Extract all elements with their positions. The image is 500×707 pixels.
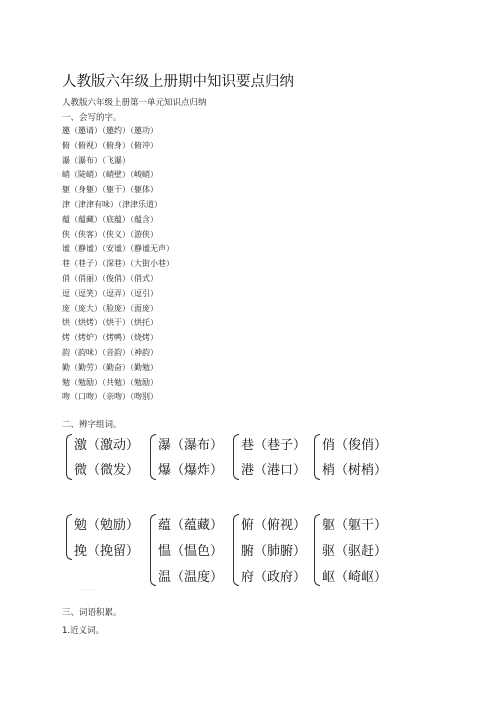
brace (233, 434, 239, 480)
list-item: 谧（静谧）（安谧）（静谧无声） (62, 244, 174, 254)
pair-word: 港（港口） (241, 463, 307, 478)
list-item: 逗（逗笑）（逗弄）（逗引） (62, 288, 158, 298)
pair-word: 激（激动） (74, 438, 140, 453)
list-item: 俏（俏丽）（俊俏）（俏式） (62, 273, 158, 283)
section-heading-2: 二、辨字组词。 (62, 420, 122, 430)
list-item: 烘（烘烤）（烘干）（烘托） (62, 318, 158, 328)
list-item: 邀（邀请）（邀约）（邀功） (62, 126, 158, 135)
pair-word: 蕴（蕴藏） (158, 518, 224, 533)
pair-word: 驱（驱赶） (322, 544, 388, 559)
list-item: 侠（侠客）（侠义）（游侠） (62, 229, 158, 239)
list-item: 峭（陡峭）（峭壁）（峻峭） (62, 170, 158, 180)
writing-char-list (62, 124, 174, 405)
pair-word: 瀑（瀑布） (158, 438, 224, 453)
pair-word: 微（微发） (74, 463, 140, 478)
list-item: 津（津津有味）（津津乐道） (62, 199, 162, 209)
pair-word: 愠（愠色） (158, 544, 224, 559)
list-item: 庞（庞大）（脸庞）（面庞） (62, 303, 158, 313)
pair-word: 腑（肺腑） (241, 544, 307, 559)
brace (314, 514, 320, 586)
subtitle: 人教版六年级上册第一单元知识点归纳 (62, 98, 207, 108)
brace (66, 514, 72, 560)
list-item: 蕴（蕴藏）（底蕴）（蕴含） (62, 214, 158, 224)
brace (150, 434, 156, 480)
pair-word: 躯（躯干） (322, 518, 388, 533)
pair-word: 挽（挽留） (74, 544, 140, 559)
pair-word: 岖（崎岖） (322, 570, 388, 585)
pair-word: 勉（勉励） (74, 518, 140, 533)
pair-word: 温（温度） (158, 570, 224, 585)
list-item: 躯（身躯）（躯干）（躯体） (62, 185, 158, 195)
pair-word: 巷（巷子） (241, 438, 307, 453)
faint-mark: …… (82, 585, 94, 592)
pair-word: 梢（树梢） (322, 463, 388, 478)
list-item: 勤（勤劳）（勤奋）（勤勉） (62, 362, 158, 372)
brace (66, 434, 72, 480)
list-item: 瀑（瀑布）（飞瀑） (62, 155, 130, 165)
list-item: 烤（烤炉）（烤鸭）（烧烤） (62, 333, 158, 343)
list-item: 韵（韵味）（音韵）（神韵） (62, 347, 158, 357)
section-heading-3: 三、词语积累。 (62, 608, 122, 618)
list-item: 俯（俯视）（俯身）（俯冲） (62, 140, 158, 150)
page-title: 人教版六年级上册期中知识要点归纳 (62, 74, 294, 90)
brace (233, 514, 239, 586)
brace (314, 434, 320, 480)
pair-word: 爆（爆炸） (158, 463, 224, 478)
pair-word: 俯（俯视） (241, 518, 307, 533)
list-item: 吻（口吻）（亲吻）（吻别） (62, 392, 158, 402)
brace (150, 514, 156, 586)
pair-word: 俏（俊俏） (322, 438, 388, 453)
list-item: 巷（巷子）（深巷）（大街小巷） (62, 259, 174, 269)
subsection-heading: 1.近义词。 (62, 626, 105, 636)
pair-word: 府（政府） (241, 570, 307, 585)
list-item: 勉（勉励）（共勉）（勉励） (62, 377, 158, 387)
section-heading-1: 一、会写的字。 (62, 113, 122, 123)
